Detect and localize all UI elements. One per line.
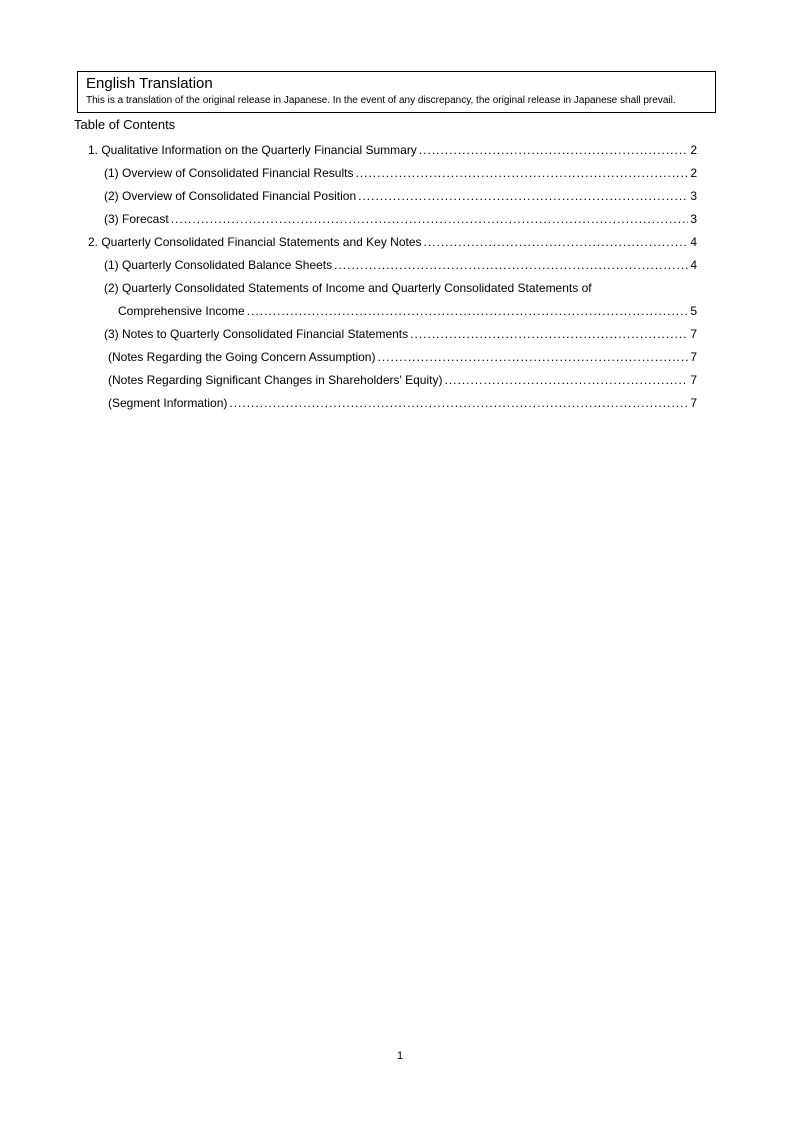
- toc-entry: [74, 185, 697, 208]
- page-number: 1: [396, 1050, 404, 1062]
- toc-entry-page: 5: [690, 304, 697, 318]
- toc-entry-page: 4: [690, 258, 697, 272]
- toc-entry-label: (Segment Information): [108, 396, 228, 410]
- toc-dot-leader: [410, 323, 688, 346]
- toc-dot-leader: [419, 139, 689, 162]
- toc-entry-label: 1. Qualitative Information on the Quarterly Financial Summary: [88, 143, 417, 157]
- toc-entry: [74, 208, 697, 231]
- translation-note: This is a translation of the original release in Japanese. In the event of any discrepancy, the original release in Japanese shall prevail.: [86, 95, 676, 106]
- toc-entry-page: 7: [690, 327, 697, 341]
- toc-entry-continuation: [74, 300, 697, 323]
- toc-entry-page: 7: [690, 350, 697, 364]
- toc-entry: [74, 392, 697, 415]
- toc-dot-leader: [229, 392, 688, 415]
- toc-entry-label: (3) Notes to Quarterly Consolidated Financial Statements: [104, 327, 409, 341]
- toc-entry-label: (Notes Regarding the Going Concern Assumption): [108, 350, 376, 364]
- toc-heading: Table of Contents: [74, 117, 176, 132]
- toc-entry-page: 2: [690, 143, 697, 157]
- toc-entry-page: 3: [690, 212, 697, 226]
- toc-dot-leader: [424, 231, 689, 254]
- toc-entry: [74, 254, 697, 277]
- toc-entry-label: (2) Overview of Consolidated Financial Position: [104, 189, 357, 203]
- toc-entry-label: (3) Forecast: [104, 212, 169, 226]
- toc-entry-label: 2. Quarterly Consolidated Financial Statements and Key Notes: [88, 235, 422, 249]
- toc-entry-label: (1) Quarterly Consolidated Balance Sheets: [104, 258, 333, 272]
- toc-list: [74, 139, 697, 415]
- toc-dot-leader: [334, 254, 688, 277]
- toc-dot-leader: [377, 346, 688, 369]
- toc-entry: [74, 346, 697, 369]
- toc-entry-label: (1) Overview of Consolidated Financial Results: [104, 166, 354, 180]
- toc-dot-leader: [444, 369, 688, 392]
- toc-entry-label: (2) Quarterly Consolidated Statements of Income and Quarterly Consolidated Statements of: [104, 281, 592, 295]
- toc-entry-page: 7: [690, 373, 697, 387]
- toc-entry-label: (Notes Regarding Significant Changes in Shareholders' Equity): [108, 373, 443, 387]
- toc-entry: [74, 231, 697, 254]
- toc-entry-page: 7: [690, 396, 697, 410]
- toc-entry: [74, 277, 697, 300]
- toc-entry: [74, 369, 697, 392]
- toc-dot-leader: [171, 208, 689, 231]
- translation-title: English Translation: [86, 75, 213, 92]
- toc-entry-page: 3: [690, 189, 697, 203]
- toc-entry: [74, 162, 697, 185]
- toc-dot-leader: [355, 162, 688, 185]
- toc-entry-label: Comprehensive Income: [118, 304, 245, 318]
- toc-entry: [74, 139, 697, 162]
- translation-notice-box: [77, 71, 716, 113]
- toc-entry-page: 2: [690, 166, 697, 180]
- toc-entry-page: 4: [690, 235, 697, 249]
- toc-entry: [74, 323, 697, 346]
- toc-dot-leader: [358, 185, 688, 208]
- toc-dot-leader: [247, 300, 689, 323]
